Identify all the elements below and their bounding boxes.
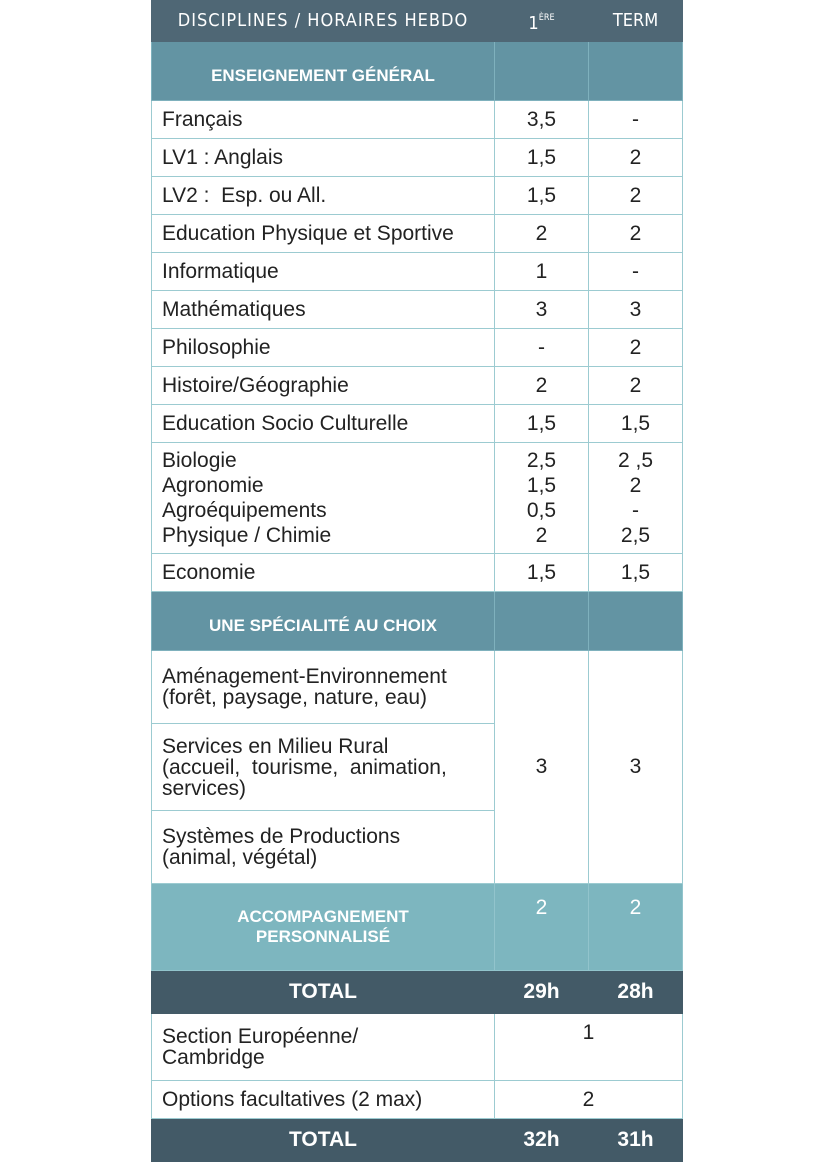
hours-premiere [495,443,589,554]
section-cell [589,592,683,651]
hours-table [151,0,683,1162]
extra-line: Section Européenne/ [162,1025,359,1048]
accompagnement-line: ACCOMPAGNEMENT [237,907,409,926]
specialite-cell [152,811,495,884]
hours-premiere: 2 [495,367,589,405]
subject-cell: Français [152,101,495,139]
subject-line: Agroéquipements [162,499,327,522]
section-title-general: ENSEIGNEMENT GÉNÉRAL [152,42,495,101]
table-row [152,253,683,291]
table-row [152,139,683,177]
hours-terminale: 2 [589,884,683,971]
hours-terminale: 2 [589,329,683,367]
table-row [152,367,683,405]
hours-line: 2,5 [526,449,557,472]
hours-terminale: 3 [589,651,683,884]
specialite-cell [152,724,495,811]
table-row [152,405,683,443]
extra-row [152,1014,683,1081]
subject-cell-sciences [152,443,495,554]
table-row [152,291,683,329]
hours-premiere: 3 [495,651,589,884]
hours-line: 0,5 [526,499,557,522]
subject-cell: Philosophie [152,329,495,367]
subject-cell: Mathématiques [152,291,495,329]
hours-line: 2 ,5 [617,449,654,472]
total-terminale: 31h [589,1119,683,1162]
subject-cell: LV1 : Anglais [152,139,495,177]
specialite-detail: (accueil, tourisme, animation, [162,755,447,779]
specialite-name: Services en Milieu Rural [162,734,389,758]
extra-label [152,1014,495,1081]
accompagnement-row [152,884,683,971]
table-row [152,215,683,253]
specialite-name: Aménagement-Environnement [162,665,447,688]
hours-terminale: 1,5 [589,554,683,592]
hours-premiere: 1,5 [495,405,589,443]
hours-premiere: 1,5 [495,554,589,592]
section-cell [495,592,589,651]
header-col-premiere [495,1,589,42]
specialite-row [152,651,683,724]
total-terminale: 28h [589,971,683,1014]
hours-premiere: 3 [495,291,589,329]
header-col-terminale: TERM [589,1,683,42]
hours-line: 1,5 [526,474,557,497]
section-cell [589,42,683,101]
hours-premiere: 1,5 [495,139,589,177]
specialite-detail: services) [162,776,247,800]
hours-terminale: 1,5 [589,405,683,443]
hours-line: 2,5 [620,524,651,547]
hours-line: 2 [629,474,642,497]
subject-line: Biologie [162,449,237,472]
hours-premiere: 1,5 [495,177,589,215]
table-row [152,554,683,592]
hours-terminale: 2 [589,139,683,177]
hours-premiere: 2 [495,884,589,971]
total-label: TOTAL [152,971,495,1014]
table-row-sciences [152,443,683,554]
table-row [152,177,683,215]
subject-cell: Education Socio Culturelle [152,405,495,443]
total-row [152,971,683,1014]
hours-line: 2 [535,524,548,547]
accompagnement-line: PERSONNALISÉ [255,927,391,946]
specialite-detail: (forêt, paysage, nature, eau) [162,686,427,709]
hours-premiere: 2 [495,215,589,253]
hours-line: - [632,499,639,522]
table-row [152,101,683,139]
hours-premiere: 1 [495,253,589,291]
hours-terminale [589,443,683,554]
specialite-name: Systèmes de Productions [162,825,401,848]
hours-premiere: 3,5 [495,101,589,139]
table-header-row [152,1,683,42]
subject-cell: Education Physique et Sportive [152,215,495,253]
specialite-detail: (animal, végétal) [162,846,318,869]
subject-cell: Histoire/Géographie [152,367,495,405]
hours-terminale: 2 [589,215,683,253]
subject-cell: Economie [152,554,495,592]
section-title-specialite: UNE SPÉCIALITÉ AU CHOIX [152,592,495,651]
section-cell [495,42,589,101]
hours-terminale: 3 [589,291,683,329]
header-col-premiere-main: 1 [528,13,539,34]
header-col-premiere-sup: ÈRE [538,13,555,23]
total-label: TOTAL [152,1119,495,1162]
schedule-table [151,0,682,1162]
extra-row [152,1081,683,1119]
table-row [152,329,683,367]
total-premiere: 29h [495,971,589,1014]
section-row-general [152,42,683,101]
header-title: DISCIPLINES / HORAIRES HEBDO [152,1,495,42]
subject-line: Physique / Chimie [162,524,332,547]
section-row-specialite [152,592,683,651]
subject-line: Agronomie [162,474,264,497]
hours-terminale: - [589,253,683,291]
extra-line: Cambridge [162,1046,265,1069]
extra-hours: 2 [495,1081,683,1119]
extra-hours: 1 [495,1014,683,1081]
hours-terminale: - [589,101,683,139]
hours-terminale: 2 [589,367,683,405]
total-premiere: 32h [495,1119,589,1162]
accompagnement-label [152,884,495,971]
hours-terminale: 2 [589,177,683,215]
subject-cell: LV2 : Esp. ou All. [152,177,495,215]
specialite-cell [152,651,495,724]
subject-cell: Informatique [152,253,495,291]
extra-label: Options facultatives (2 max) [152,1081,495,1119]
hours-premiere: - [495,329,589,367]
